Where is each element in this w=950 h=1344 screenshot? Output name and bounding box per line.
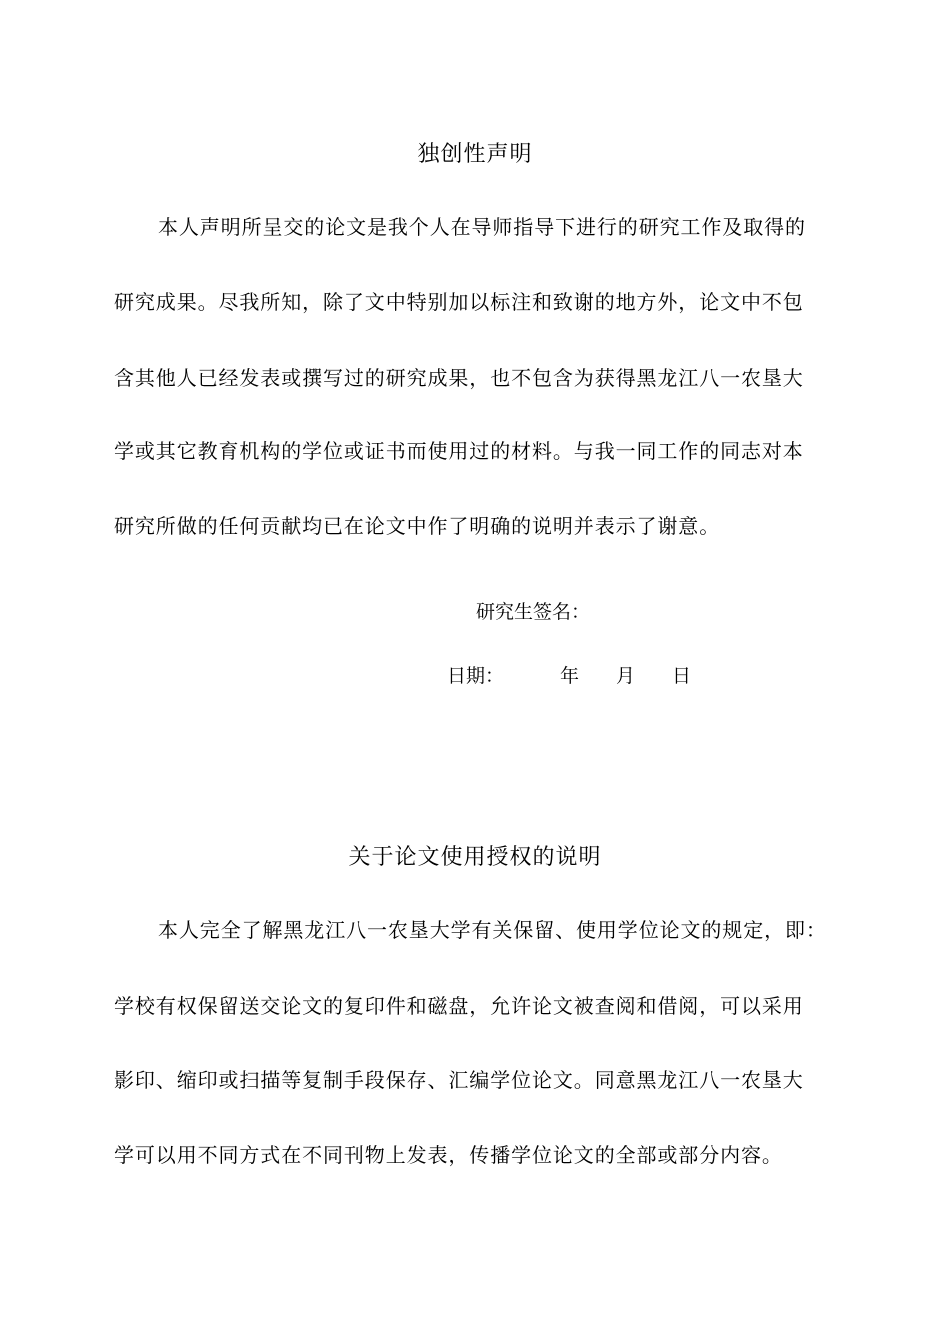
year-label: 年 <box>560 665 580 687</box>
authorization-line: 本人完全了解黑龙江八一农垦大学有关保留、使用学位论文的规定，即： <box>158 918 827 942</box>
declaration-title: 独创性声明 <box>417 142 533 167</box>
date-label: 日期： <box>447 665 505 687</box>
authorization-title: 关于论文使用授权的说明 <box>348 845 602 870</box>
declaration-line: 含其他人已经发表或撰写过的研究成果，也不包含为获得黑龙江八一农垦大 <box>114 366 804 390</box>
authorization-line: 学可以用不同方式在不同刊物上发表，传播学位论文的全部或部分内容。 <box>114 1143 783 1167</box>
declaration-line: 本人声明所呈交的论文是我个人在导师指导下进行的研究工作及取得的 <box>158 215 806 239</box>
declaration-line: 研究成果。尽我所知，除了文中特别加以标注和致谢的地方外，论文中不包 <box>114 290 804 314</box>
declaration-line: 研究所做的任何贡献均已在论文中作了明确的说明并表示了谢意。 <box>114 514 721 538</box>
day-label: 日 <box>672 665 692 687</box>
authorization-line: 学校有权保留送交论文的复印件和磁盘，允许论文被查阅和借阅，可以采用 <box>114 994 804 1018</box>
declaration-line: 学或其它教育机构的学位或证书而使用过的材料。与我一同工作的同志对本 <box>114 439 804 463</box>
authorization-line: 影印、缩印或扫描等复制手段保存、汇编学位论文。同意黑龙江八一农垦大 <box>114 1068 804 1092</box>
signature-label: 研究生签名： <box>476 601 591 623</box>
month-label: 月 <box>616 665 636 687</box>
